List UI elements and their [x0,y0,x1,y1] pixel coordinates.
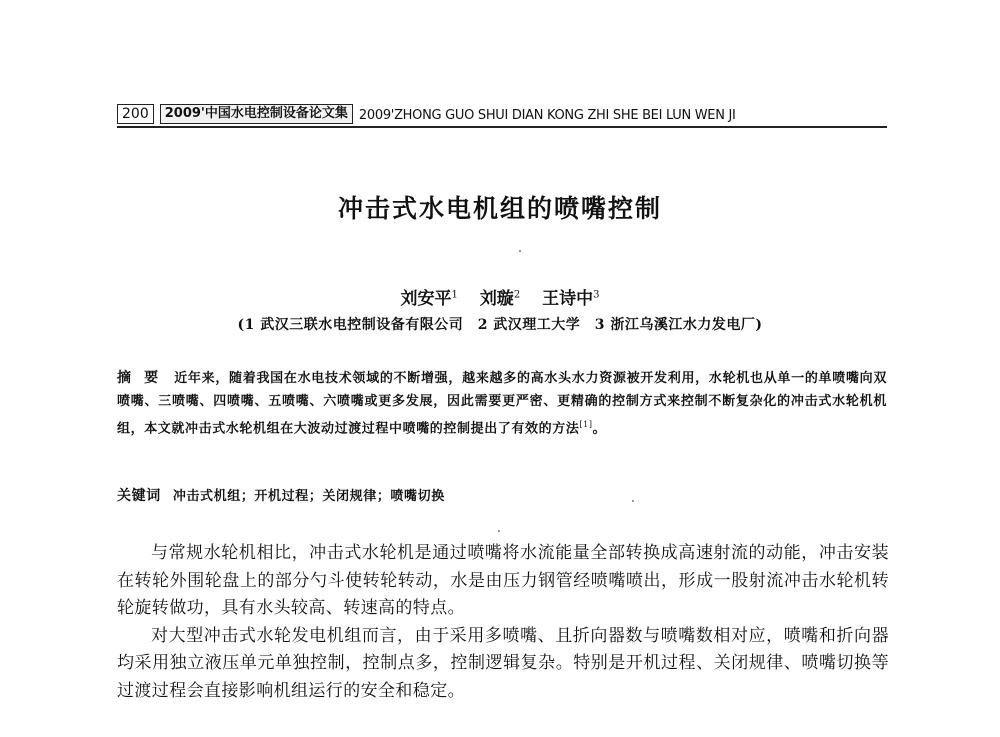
paper-title: 冲击式水电机组的喷嘴控制 [337,194,662,223]
keywords-text: 冲击式机组；开机过程；关闭规律；喷嘴切换 [172,489,445,504]
body-paragraph: 与常规水轮机相比，冲击式水轮机是通过喷嘴将水流能量全部转换成高速射流的动能，冲击安装在转轮外围轮盘上的部分勺斗使转轮转动，水是由压力钢管经喷嘴喷出，形成一股射流冲击水轮机转轮旋转做功，具有水头较高、转速高的特点。 [117,543,889,618]
body-paragraph: 对大型冲击式水轮发电机组而言，由于采用多喷嘴、且折向器数与喷嘴数相对应，喷嘴和折向器均采用独立液压单元单独控制，控制点多，控制逻辑复杂。特别是开机过程、关闭规律、喷嘴切换等过渡过程会直接影响机组运行的安全和稳定。 [117,625,889,701]
journal-title-cn: 2009'中国水电控制设备论文集 [160,104,353,124]
journal-title-en: 2009'ZHONG GUO SHUI DIAN KONG ZHI SHE BEI LUN WEN JI [358,108,736,123]
abstract: 摘 要 近年来，随着我国在水电技术领域的不断增强，越来越多的高水头水力资源被开发利用，水轮机也从单一的单喷嘴向双喷嘴、三喷嘴、四喷嘴、五喷嘴、六喷嘴或更多发展，因此需要更严密、更精确的控制方式来控制不断复杂化的冲击式水轮机机组，本文就冲击式水轮机组在大波动过渡过程中喷嘴的控制提出了有效的方法[1]。 [117,370,887,437]
author: 刘璇$^2$ [479,289,521,309]
author-list [0,284,1000,309]
scan-speck [519,250,521,252]
author: 刘安平$^1$ [400,289,458,309]
body-text [117,540,889,705]
abstract-citation: [1] [579,420,593,429]
keywords [117,485,887,505]
abstract-label: 摘 要 [117,370,163,386]
running-header [117,100,887,128]
keywords-label: 关键词 [117,488,161,504]
abstract-text: 近年来，随着我国在水电技术领域的不断增强，越来越多的高水头水力资源被开发利用，水轮机也从单一的单喷嘴向双喷嘴、三喷嘴、四喷嘴、五喷嘴、六喷嘴或更多发展，因此需要更严密、更精确的控制方式来控制不断复杂化的冲击式水轮机机组，本文就冲击式水轮机组在大波动过渡过程中喷嘴的控制提出了有效的方法 [117,371,887,437]
scan-speck [632,500,634,502]
scan-speck [498,530,500,532]
page-number: 200 [117,104,154,124]
affiliations: (1 武汉三联水电控制设备有限公司 2 武汉理工大学 3 浙江乌溪江水力发电厂) [237,317,763,333]
author: 王诗中$^3$ [542,289,600,309]
